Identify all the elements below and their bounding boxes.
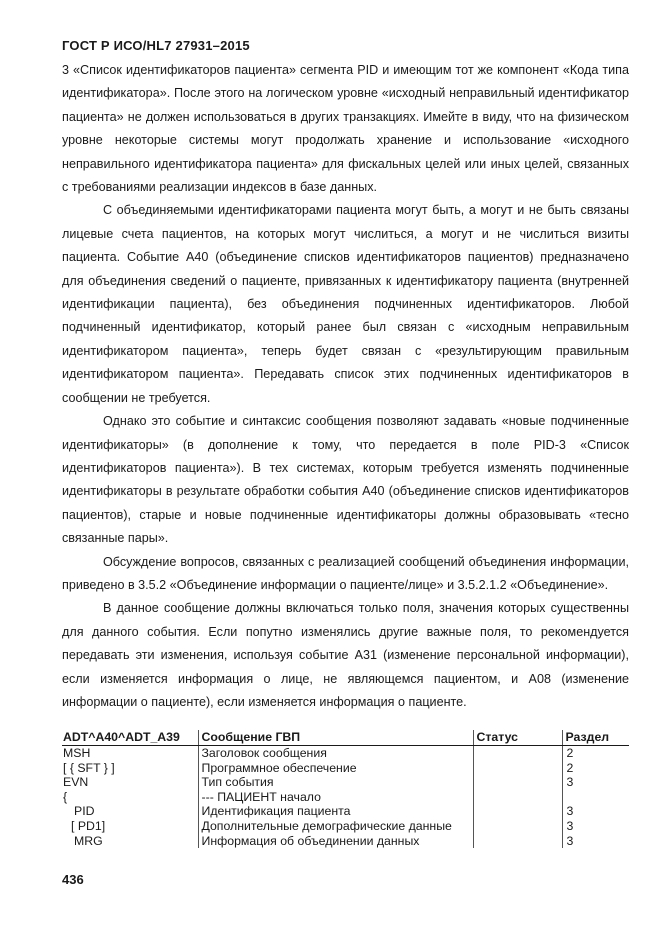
segment-cell: MRG — [74, 833, 103, 848]
status-cell — [473, 819, 562, 834]
status-cell — [473, 790, 562, 805]
paragraph: С объединяемыми идентификаторами пациента могут быть, а могут и не быть связаны лицевые счета пациентов, на которых могут числиться, а могут и не числиться визиты пациента. Событие А40 (объединение списков идентификаторов пациентов) предназначено для объединения сведений о пациенте, привязанных к идентификатору пациента (внутренней идентификации пациента), без объединения подчиненных идентификаторов. Любой подчиненный идентификатор, который ранее был связан с «исходным неправильным идентификатором пациента», теперь будет связан с «результирующим правильным идентификатором пациента». Передавать список этих подчиненных идентификаторов в сообщении не требуется. — [62, 203, 629, 405]
section-cell: 2 — [562, 746, 629, 761]
page-number: 436 — [62, 872, 84, 887]
section-cell: 2 — [562, 761, 629, 776]
table-row — [62, 790, 629, 805]
status-cell — [473, 775, 562, 790]
segment-cell: { — [63, 789, 68, 804]
paragraph: Обсуждение вопросов, связанных с реализацией сообщений объединения информации, приведено в 3.5.2 «Объединение информации о пациенте/лице» и 3.5.2.1.2 «Объединение». — [62, 554, 629, 592]
description-cell: --- ПАЦИЕНТ начало — [198, 790, 473, 805]
status-cell — [473, 834, 562, 849]
segment-cell: EVN — [63, 775, 89, 790]
header-description: Сообщение ГВП — [198, 730, 473, 746]
table-header-row — [62, 730, 629, 746]
description-cell: Информация об объединении данных — [198, 834, 473, 849]
section-cell: 3 — [562, 775, 629, 790]
status-cell — [473, 804, 562, 819]
section-cell — [562, 790, 629, 805]
paragraph: Однако это событие и синтаксис сообщения позволяют задавать «новые подчиненные идентификаторы» (в дополнение к тому, что передается в поле PID-3 «Список идентификаторов пациента»). В тех системах, которым требуется изменять подчиненные идентификаторы в результате обработки события А40 (объединение списков идентификаторов пациентов), старые и новые подчиненные идентификаторы должны образовывать «тесно связанные пары». — [62, 414, 629, 546]
header-section: Раздел — [562, 730, 629, 746]
table-row — [62, 819, 629, 834]
paragraph: 3 «Список идентификаторов пациента» сегмента PID и имеющим тот же компонент «Кода типа идентификатора». После этого на логическом уровне «исходный неправильный идентификатор пациента» не должен использоваться в других транзакциях. Имейте в виду, что на физическом уровне некоторые системы могут продолжать хранение и использование «исходного неправильного идентификатора пациента» для фискальных целей или иных целей, связанных с требованиями реализации индексов в базе данных. — [62, 63, 629, 195]
status-cell — [473, 761, 562, 776]
segment-cell: [ PD1] — [71, 818, 106, 833]
table-row — [62, 775, 629, 790]
segment-cell: [ { SFT } ] — [63, 760, 115, 775]
message-structure-table — [62, 730, 629, 848]
section-cell: 3 — [562, 834, 629, 849]
status-cell — [473, 746, 562, 761]
description-cell: Программное обеспечение — [198, 761, 473, 776]
description-cell: Заголовок сообщения — [198, 746, 473, 761]
header-status: Статус — [473, 730, 562, 746]
document-header: ГОСТ Р ИСО/HL7 27931–2015 — [62, 38, 250, 53]
description-cell: Идентификация пациента — [198, 804, 473, 819]
table-row — [62, 804, 629, 819]
description-cell: Тип события — [198, 775, 473, 790]
body-text — [62, 59, 629, 714]
segment-cell: PID — [74, 804, 95, 819]
segment-cell: MSH — [63, 746, 91, 760]
section-cell: 3 — [562, 819, 629, 834]
table-row — [62, 761, 629, 776]
table-row — [62, 746, 629, 761]
paragraph: В данное сообщение должны включаться только поля, значения которых существенны для данного события. Если попутно изменялись другие важные поля, то рекомендуется передавать эти изменения, используя событие А31 (изменение персональной информации), если изменяется информация о лице, не являющемся пациентом, и А08 (изменение информации о пациенте), если изменяется информация о пациенте. — [62, 601, 629, 709]
section-cell: 3 — [562, 804, 629, 819]
description-cell: Дополнительные демографические данные — [198, 819, 473, 834]
header-segment: ADT^A40^ADT_A39 — [62, 730, 198, 746]
table-row — [62, 834, 629, 849]
